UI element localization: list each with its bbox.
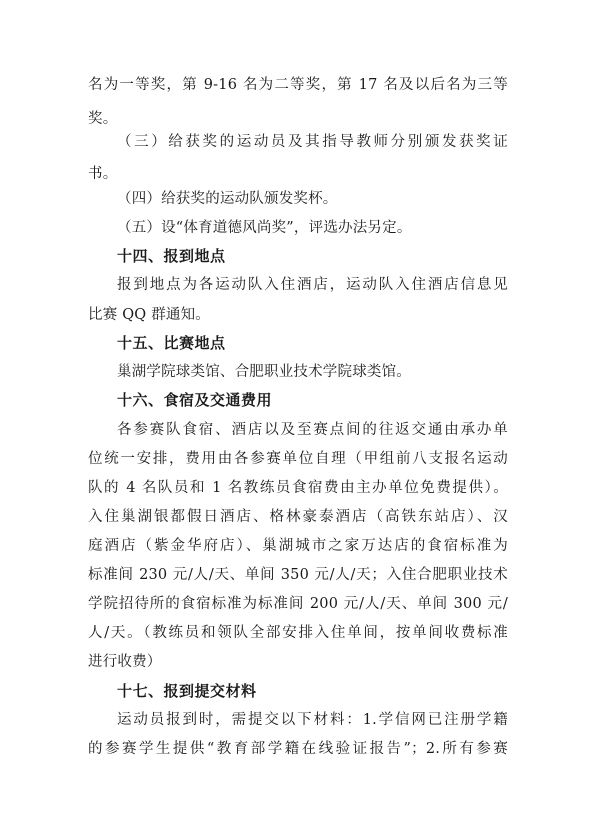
body-text-line: 进行收费） (88, 654, 162, 670)
section-heading: 十七、报到提交材料 (117, 682, 257, 700)
body-text-line: （三）给获奖的运动员及其指导教师分别颁发获奖证 (117, 134, 508, 150)
body-text-line: 人/天。（教练员和领队全部安排入住单间，按单间收费标准 (88, 625, 508, 641)
body-text-line: 队的 4 名队员和 1 名教练员食宿费由主办单位免费提供）。 (88, 480, 508, 496)
body-text-line: （五）设“体育道德风尚奖”，评选办法另定。 (117, 220, 412, 236)
section-heading: 十五、比赛地点 (117, 334, 226, 352)
body-text-line: 奖。 (88, 111, 118, 127)
body-text-line: 的参赛学生提供“教育部学籍在线验证报告”；2.所有参赛 (88, 741, 508, 757)
body-text-line: 比赛 QQ 群通知。 (88, 307, 210, 323)
body-text-line: 位统一安排，费用由各参赛单位自理（甲组前八支报名运动 (88, 451, 508, 467)
section-heading: 十六、食宿及交通费用 (117, 391, 273, 409)
body-text-line: 学院招待所的食宿标准为标准间 200 元/人/天、单间 300 元/ (88, 596, 508, 612)
body-text-line: （四）给获奖的运动队颁发奖杯。 (117, 191, 338, 207)
body-text-line: 各参赛队食宿、酒店以及至赛点间的往返交通由承办单 (117, 422, 508, 438)
body-text-line: 运动员报到时，需提交以下材料：1.学信网已注册学籍 (117, 712, 508, 728)
body-text-line: 报到地点为各运动队入住酒店，运动队入住酒店信息见 (117, 277, 508, 293)
body-text-line: 庭酒店（紫金华府店）、巢湖城市之家万达店的食宿标准为 (88, 538, 508, 554)
body-text-line: 巢湖学院球类馆、合肥职业技术学院球类馆。 (117, 364, 411, 380)
body-text-line: 入住巢湖银都假日酒店、格林豪泰酒店（高铁东站店）、汉 (88, 509, 508, 525)
section-heading: 十四、报到地点 (117, 247, 226, 265)
body-text-line: 标准间 230 元/人/天、单间 350 元/人/天；入住合肥职业技术 (88, 567, 508, 583)
body-text-line: 名为一等奖，第 9-16 名为二等奖，第 17 名及以后名为三等 (88, 77, 508, 93)
body-text-line: 书。 (88, 166, 118, 182)
